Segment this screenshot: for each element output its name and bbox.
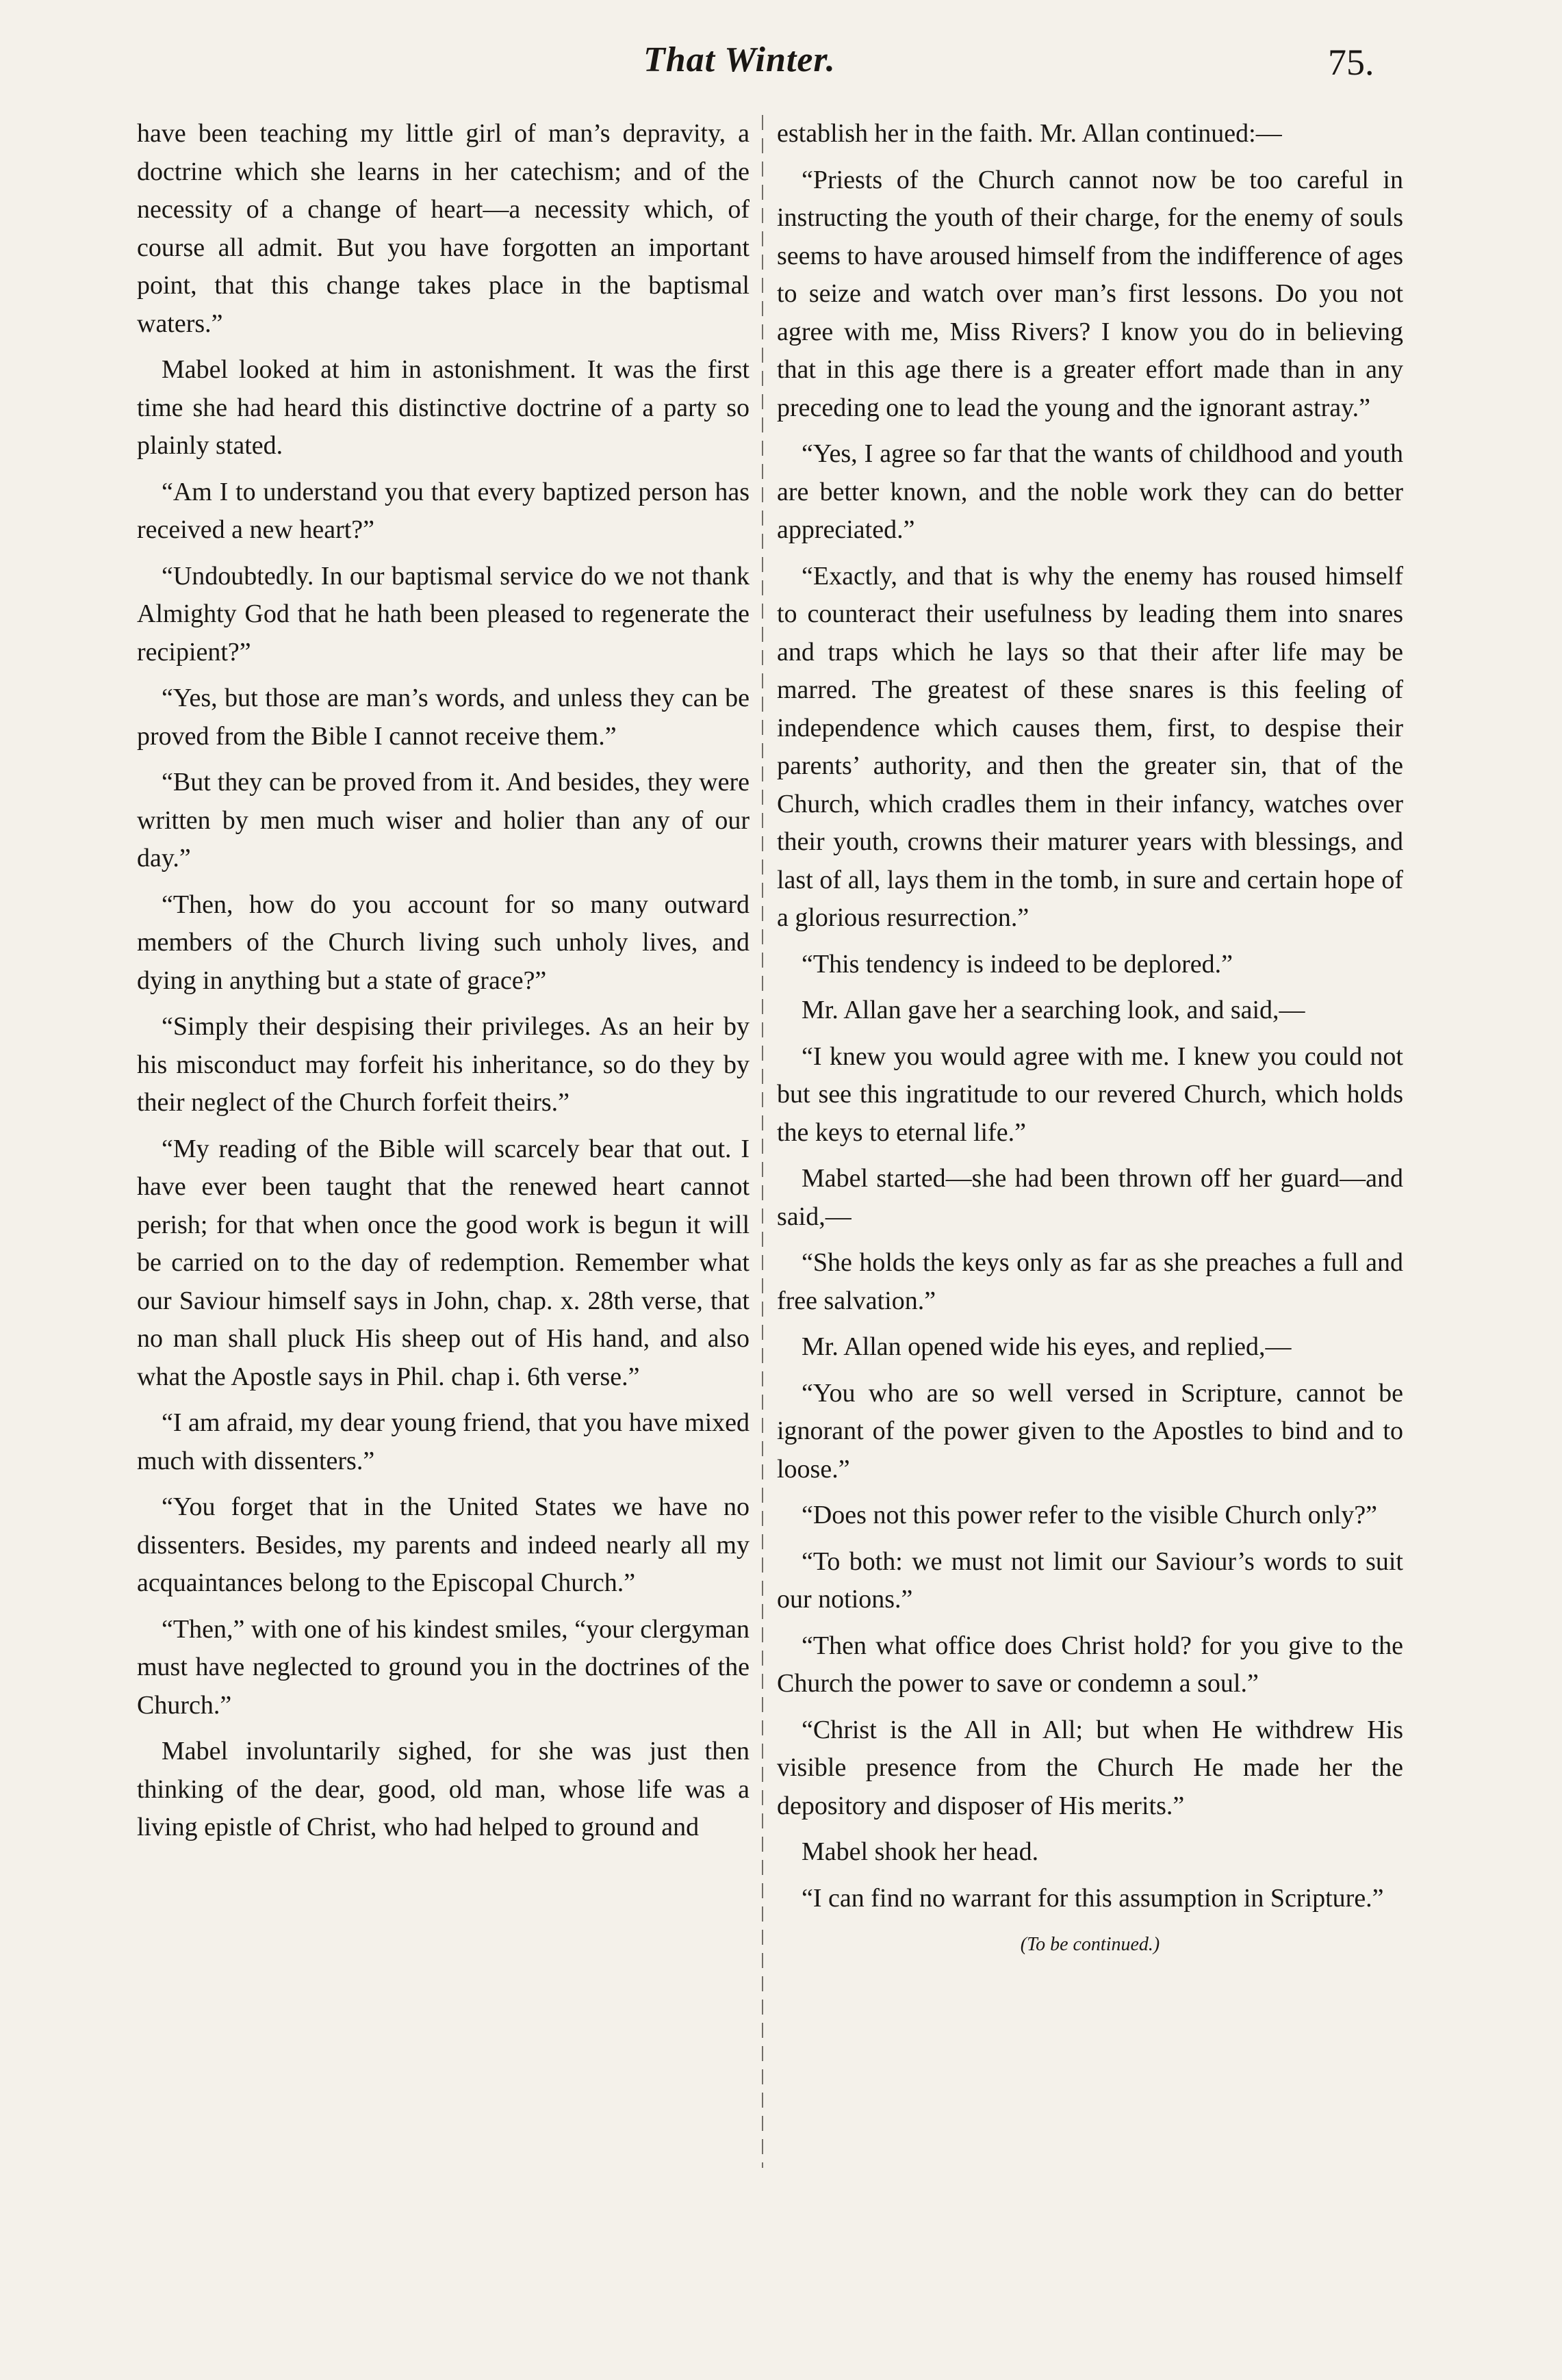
paragraph: “Then,” with one of his kindest smiles, “your clergyman must have neglected to ground you in the doctrines of the Church.” bbox=[137, 1614, 750, 1720]
paragraph: “Then what office does Christ hold? for you give to the Church the power to save or condemn a soul.” bbox=[777, 1631, 1403, 1698]
paragraph: “Christ is the All in All; but when He withdrew His visible presence from the Church He made her the depository and disposer of His merits.” bbox=[777, 1715, 1403, 1820]
continued-note: (To be continued.) bbox=[1020, 1934, 1160, 1955]
column-divider bbox=[762, 115, 763, 2168]
paragraph: “Am I to understand you that every baptized person has received a new heart?” bbox=[137, 477, 750, 544]
paragraph: “Then, how do you account for so many outward members of the Church living such unholy lives, and dying in anything but a state of grace?” bbox=[137, 890, 750, 995]
paragraph: “Yes, but those are man’s words, and unless they can be proved from the Bible I cannot receive them.” bbox=[137, 684, 750, 751]
paragraph: Mabel involuntarily sighed, for she was just then thinking of the dear, good, old man, whose life was a living epistle of Christ, who had helped to ground and bbox=[137, 1737, 750, 1841]
paragraph: Mr. Allan gave her a searching look, and said,— bbox=[802, 996, 1305, 1024]
paragraph: Mr. Allan opened wide his eyes, and replied,— bbox=[802, 1332, 1292, 1361]
left-column bbox=[137, 115, 750, 2202]
paragraph: “I am afraid, my dear young friend, that you have mixed much with dissenters.” bbox=[137, 1408, 750, 1475]
running-title: That Winter. bbox=[643, 40, 836, 79]
paragraph: “My reading of the Bible will scarcely bear that out. I have ever been taught that the renewed heart cannot perish; for that when once the good work is begun it will be carried on to the day of redemption. Remember what our Saviour himself says in John, chap. x. 28th verse, that no man shall pluck His sheep out of His hand, and also what the Apostle says in Phil. chap i. 6th verse.” bbox=[137, 1134, 750, 1391]
paragraph: “You forget that in the United States we have no dissenters. Besides, my parents and indeed nearly all my acquaintances belong to the Episcopal Church.” bbox=[137, 1492, 750, 1597]
paragraph: Mabel shook her head. bbox=[802, 1837, 1039, 1866]
paragraph: establish her in the faith. Mr. Allan continued:— bbox=[777, 119, 1282, 148]
paragraph: “She holds the keys only as far as she preaches a full and free salvation.” bbox=[777, 1248, 1403, 1315]
page-number: 75. bbox=[1328, 42, 1374, 83]
page-header bbox=[0, 34, 1562, 89]
paragraph: “Does not this power refer to the visible Church only?” bbox=[802, 1501, 1378, 1529]
text-columns bbox=[137, 115, 1403, 2202]
paragraph: Mabel looked at him in astonishment. It was the first time she had heard this distinctive doctrine of a party so plainly stated. bbox=[137, 355, 750, 460]
paragraph: “Priests of the Church cannot now be too careful in instructing the youth of their charge, for the enemy of souls seems to have aroused himself from the indifference of ages to seize and watch over man’s first lessons. Do you not agree with me, Miss Rivers? I know you do in believing that in this age there is a greater effort made than in any preceding one to lead the young and the ignorant astray.” bbox=[777, 165, 1403, 422]
paragraph: “You who are so well versed in Scripture, cannot be ignorant of the power given to the Apostles to bind and to loose.” bbox=[777, 1378, 1403, 1484]
paragraph: “Simply their despising their privileges. As an heir by his misconduct may forfeit his inheritance, so do they by their neglect of the Church forfeit theirs.” bbox=[137, 1012, 750, 1117]
paragraph: have been teaching my little girl of man’s depravity, a doctrine which she learns in her catechism; and of the necessity of a change of heart—a necessity which, of course all admit. But you have forgotten an important point, that this change takes place in the baptismal waters.” bbox=[137, 119, 750, 338]
paragraph: “Undoubtedly. In our baptismal service do we not thank Almighty God that he hath been pleased to regenerate the recipient?” bbox=[137, 561, 750, 667]
paragraph: “I can find no warrant for this assumption in Scripture.” bbox=[802, 1883, 1384, 1913]
paragraph: “Exactly, and that is why the enemy has roused himself to counteract their usefulness by leading them into snares and traps which he lays so that their after life may be marred. The greatest of these snares is this feeling of independence which causes them, first, to despise their parents’ authority, and then the greater sin, that of the Church, which cradles them in their infancy, watches over their youth, crowns their maturer years with blessings, and last of all, lays them in the tomb, in sure and certain hope of a glorious resurrection.” bbox=[777, 561, 1403, 932]
paragraph: “I knew you would agree with me. I knew you could not but see this ingratitude to our revered Church, which holds the keys to eternal life.” bbox=[777, 1042, 1403, 1147]
paragraph: “Yes, I agree so far that the wants of childhood and youth are better known, and the noble work they can do better appreciated.” bbox=[777, 439, 1403, 544]
paragraph: Mabel started—she had been thrown off her guard—and said,— bbox=[777, 1164, 1403, 1231]
paragraph: “To both: we must not limit our Saviour’s words to suit our notions.” bbox=[777, 1547, 1403, 1614]
right-column bbox=[777, 115, 1403, 2202]
paragraph: “This tendency is indeed to be deplored.” bbox=[802, 949, 1233, 979]
paragraph: “But they can be proved from it. And besides, they were written by men much wiser and holier than any of our day.” bbox=[137, 768, 750, 872]
